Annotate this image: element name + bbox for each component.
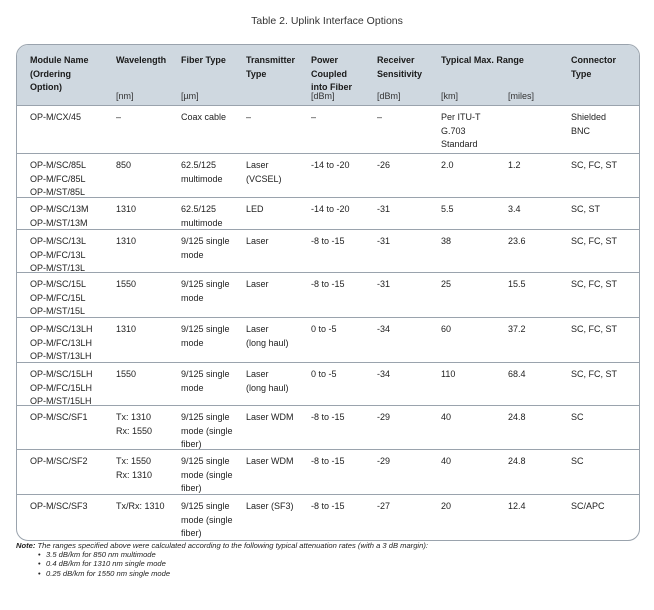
- cell-transmitter: Laser (SF3): [246, 501, 294, 511]
- column-header-module: (Ordering: [30, 68, 72, 79]
- row-divider: [17, 272, 639, 273]
- note-label: Note:: [16, 541, 36, 550]
- cell-transmitter: Laser: [246, 324, 269, 334]
- cell-module: OP-M/FC/15L: [30, 292, 86, 303]
- row-divider: [17, 197, 639, 198]
- cell-fiber: 9/125 single: [181, 279, 230, 289]
- cell-power: -8 to -15: [311, 501, 345, 511]
- cell-range_km: Standard: [441, 139, 478, 149]
- cell-module: OP-M/FC/85L: [30, 173, 86, 184]
- column-header-connector: Connector: [571, 55, 616, 65]
- cell-power: 0 to -5: [311, 324, 337, 334]
- cell-module: OP-M/SC/15LH: [30, 369, 93, 379]
- row-divider: [17, 317, 639, 318]
- cell-fiber: multimode: [181, 217, 223, 228]
- cell-connector: SC, FC, ST: [571, 324, 618, 334]
- cell-receiver: -34: [377, 369, 391, 379]
- cell-range_km: 20: [441, 501, 452, 511]
- cell-transmitter: (long haul): [246, 337, 289, 348]
- cell-module: OP-M/SC/SF2: [30, 456, 88, 466]
- cell-module: OP-M/FC/13L: [30, 249, 86, 260]
- cell-wavelength: Rx: 1550: [116, 425, 153, 436]
- cell-module: OP-M/ST/13M: [30, 217, 88, 228]
- note-list: [16, 550, 638, 578]
- cell-wavelength: Tx/Rx: 1310: [116, 501, 165, 511]
- cell-module: OP-M/SC/13L: [30, 236, 87, 246]
- cell-connector: SC, FC, ST: [571, 279, 618, 289]
- cell-wavelength: 1550: [116, 279, 137, 289]
- row-divider: [17, 405, 639, 406]
- cell-connector: SC: [571, 412, 584, 422]
- row-divider: [17, 494, 639, 495]
- cell-wavelength: 1310: [116, 236, 137, 246]
- cell-range_km: 5.5: [441, 204, 454, 214]
- cell-range_miles: 3.4: [508, 204, 521, 214]
- column-header-power: into Fiber: [311, 82, 352, 92]
- cell-fiber: mode: [181, 292, 204, 303]
- column-unit-wavelength: [nm]: [116, 91, 134, 101]
- column-header-power: Power: [311, 55, 339, 65]
- column-header-fiber: Fiber Type: [181, 55, 226, 65]
- cell-receiver: –: [377, 112, 383, 122]
- cell-receiver: -34: [377, 324, 391, 334]
- cell-range_miles: 24.8: [508, 412, 526, 422]
- note-item: • 0.25 dB/km for 1550 nm single mode: [46, 569, 638, 578]
- note-item: • 0.4 dB/km for 1310 nm single mode: [46, 559, 638, 568]
- column-header-wavelength: Wavelength: [116, 55, 167, 65]
- cell-wavelength: 850: [116, 160, 132, 170]
- cell-module: OP-M/ST/15L: [30, 306, 86, 316]
- cell-range_km: 40: [441, 456, 452, 466]
- column-unit-range_miles: [miles]: [508, 91, 535, 101]
- cell-transmitter: (VCSEL): [246, 173, 282, 184]
- cell-range_km: G.703: [441, 125, 466, 136]
- cell-range_miles: 23.6: [508, 236, 526, 246]
- cell-fiber: mode (single: [181, 514, 233, 525]
- column-header-range_km: Typical Max. Range: [441, 55, 524, 65]
- cell-wavelength: –: [116, 112, 122, 122]
- cell-transmitter: Laser: [246, 279, 269, 289]
- cell-fiber: fiber): [181, 483, 202, 493]
- cell-transmitter: LED: [246, 204, 264, 214]
- row-divider: [17, 449, 639, 450]
- column-header-receiver: Receiver: [377, 55, 415, 65]
- cell-connector: SC, FC, ST: [571, 369, 618, 379]
- cell-range_km: 25: [441, 279, 452, 289]
- cell-fiber: 9/125 single: [181, 456, 230, 466]
- cell-receiver: -31: [377, 279, 391, 289]
- cell-receiver: -27: [377, 501, 391, 511]
- column-unit-receiver: [dBm]: [377, 91, 401, 101]
- cell-range_miles: 37.2: [508, 324, 526, 334]
- column-header-power: Coupled: [311, 68, 347, 79]
- row-divider: [17, 362, 639, 363]
- table-header: [17, 45, 639, 106]
- cell-fiber: 9/125 single: [181, 324, 230, 334]
- cell-transmitter: (long haul): [246, 382, 289, 393]
- cell-wavelength: Tx: 1310: [116, 412, 152, 422]
- cell-fiber: 9/125 single: [181, 236, 230, 246]
- cell-receiver: -29: [377, 412, 391, 422]
- cell-module: OP-M/ST/13L: [30, 263, 86, 273]
- cell-fiber: mode: [181, 382, 204, 393]
- cell-power: 0 to -5: [311, 369, 337, 379]
- column-unit-fiber: [µm]: [181, 91, 199, 101]
- table-title: Table 2. Uplink Interface Options: [251, 15, 403, 27]
- cell-transmitter: Laser: [246, 236, 269, 246]
- cell-receiver: -31: [377, 236, 391, 246]
- cell-fiber: 9/125 single: [181, 412, 230, 422]
- cell-module: OP-M/ST/15LH: [30, 396, 92, 406]
- cell-module: OP-M/SC/13LH: [30, 324, 93, 334]
- cell-module: OP-M/FC/13LH: [30, 337, 93, 348]
- cell-wavelength: 1310: [116, 324, 137, 334]
- cell-connector: SC, ST: [571, 204, 601, 214]
- cell-range_miles: 68.4: [508, 369, 526, 379]
- column-unit-power: [dBm]: [311, 91, 335, 101]
- cell-wavelength: 1310: [116, 204, 137, 214]
- cell-connector: SC, FC, ST: [571, 236, 618, 246]
- cell-range_miles: 1.2: [508, 160, 521, 170]
- cell-range_km: 60: [441, 324, 452, 334]
- cell-range_miles: 24.8: [508, 456, 526, 466]
- cell-range_miles: 12.4: [508, 501, 526, 511]
- column-header-connector: Type: [571, 68, 592, 79]
- cell-power: -14 to -20: [311, 160, 350, 170]
- column-header-transmitter: Transmitter: [246, 55, 296, 65]
- cell-module: OP-M/ST/13LH: [30, 351, 92, 361]
- cell-fiber: 9/125 single: [181, 501, 230, 511]
- cell-transmitter: Laser: [246, 160, 269, 170]
- cell-wavelength: Tx: 1550: [116, 456, 152, 466]
- cell-range_km: Per ITU-T: [441, 112, 481, 122]
- cell-wavelength: 1550: [116, 369, 137, 379]
- cell-power: -8 to -15: [311, 236, 345, 246]
- cell-fiber: 62.5/125: [181, 160, 217, 170]
- cell-power: –: [311, 112, 317, 122]
- cell-power: -8 to -15: [311, 279, 345, 289]
- cell-wavelength: Rx: 1310: [116, 469, 153, 480]
- cell-receiver: -31: [377, 204, 391, 214]
- cell-module: OP-M/SC/15L: [30, 279, 87, 289]
- cell-transmitter: Laser WDM: [246, 412, 294, 422]
- cell-connector: BNC: [571, 125, 591, 136]
- cell-module: OP-M/CX/45: [30, 112, 82, 122]
- cell-module: OP-M/SC/SF3: [30, 501, 88, 511]
- cell-connector: SC/APC: [571, 501, 605, 511]
- cell-fiber: 9/125 single: [181, 369, 230, 379]
- row-divider: [17, 229, 639, 230]
- column-header-module: Option): [30, 82, 62, 92]
- cell-connector: Shielded: [571, 112, 607, 122]
- cell-fiber: Coax cable: [181, 112, 227, 122]
- cell-fiber: 62.5/125: [181, 204, 217, 214]
- cell-module: OP-M/FC/15LH: [30, 382, 93, 393]
- cell-fiber: mode (single: [181, 425, 233, 436]
- cell-range_km: 38: [441, 236, 452, 246]
- cell-module: OP-M/SC/SF1: [30, 412, 88, 422]
- cell-receiver: -26: [377, 160, 391, 170]
- uplink-interface-table: [16, 44, 640, 541]
- cell-range_km: 40: [441, 412, 452, 422]
- table-note: [16, 541, 638, 578]
- column-header-module: Module Name: [30, 55, 89, 65]
- cell-fiber: fiber): [181, 439, 202, 449]
- column-header-receiver: Sensitivity: [377, 68, 423, 79]
- cell-fiber: multimode: [181, 173, 223, 184]
- cell-transmitter: Laser WDM: [246, 456, 294, 466]
- cell-power: -14 to -20: [311, 204, 350, 214]
- cell-transmitter: –: [246, 112, 252, 122]
- row-divider: [17, 153, 639, 154]
- cell-range_km: 2.0: [441, 160, 454, 170]
- cell-power: -8 to -15: [311, 412, 345, 422]
- cell-module: OP-M/SC/13M: [30, 204, 89, 214]
- cell-power: -8 to -15: [311, 456, 345, 466]
- column-unit-range_km: [km]: [441, 91, 458, 101]
- cell-module: OP-M/SC/85L: [30, 160, 87, 170]
- cell-module: OP-M/ST/85L: [30, 187, 86, 197]
- cell-fiber: mode (single: [181, 469, 233, 480]
- column-header-transmitter: Type: [246, 68, 267, 79]
- note-item: • 3.5 dB/km for 850 nm multimode: [46, 550, 638, 559]
- cell-transmitter: Laser: [246, 369, 269, 379]
- cell-receiver: -29: [377, 456, 391, 466]
- cell-fiber: mode: [181, 249, 204, 260]
- cell-range_miles: 15.5: [508, 279, 526, 289]
- cell-fiber: mode: [181, 337, 204, 348]
- cell-range_km: 110: [441, 369, 456, 379]
- note-text: The ranges specified above were calculated according to the following typical attenuation rates (with a 3 dB margin):: [37, 541, 428, 550]
- cell-connector: SC: [571, 456, 584, 466]
- cell-connector: SC, FC, ST: [571, 160, 618, 170]
- cell-fiber: fiber): [181, 528, 202, 538]
